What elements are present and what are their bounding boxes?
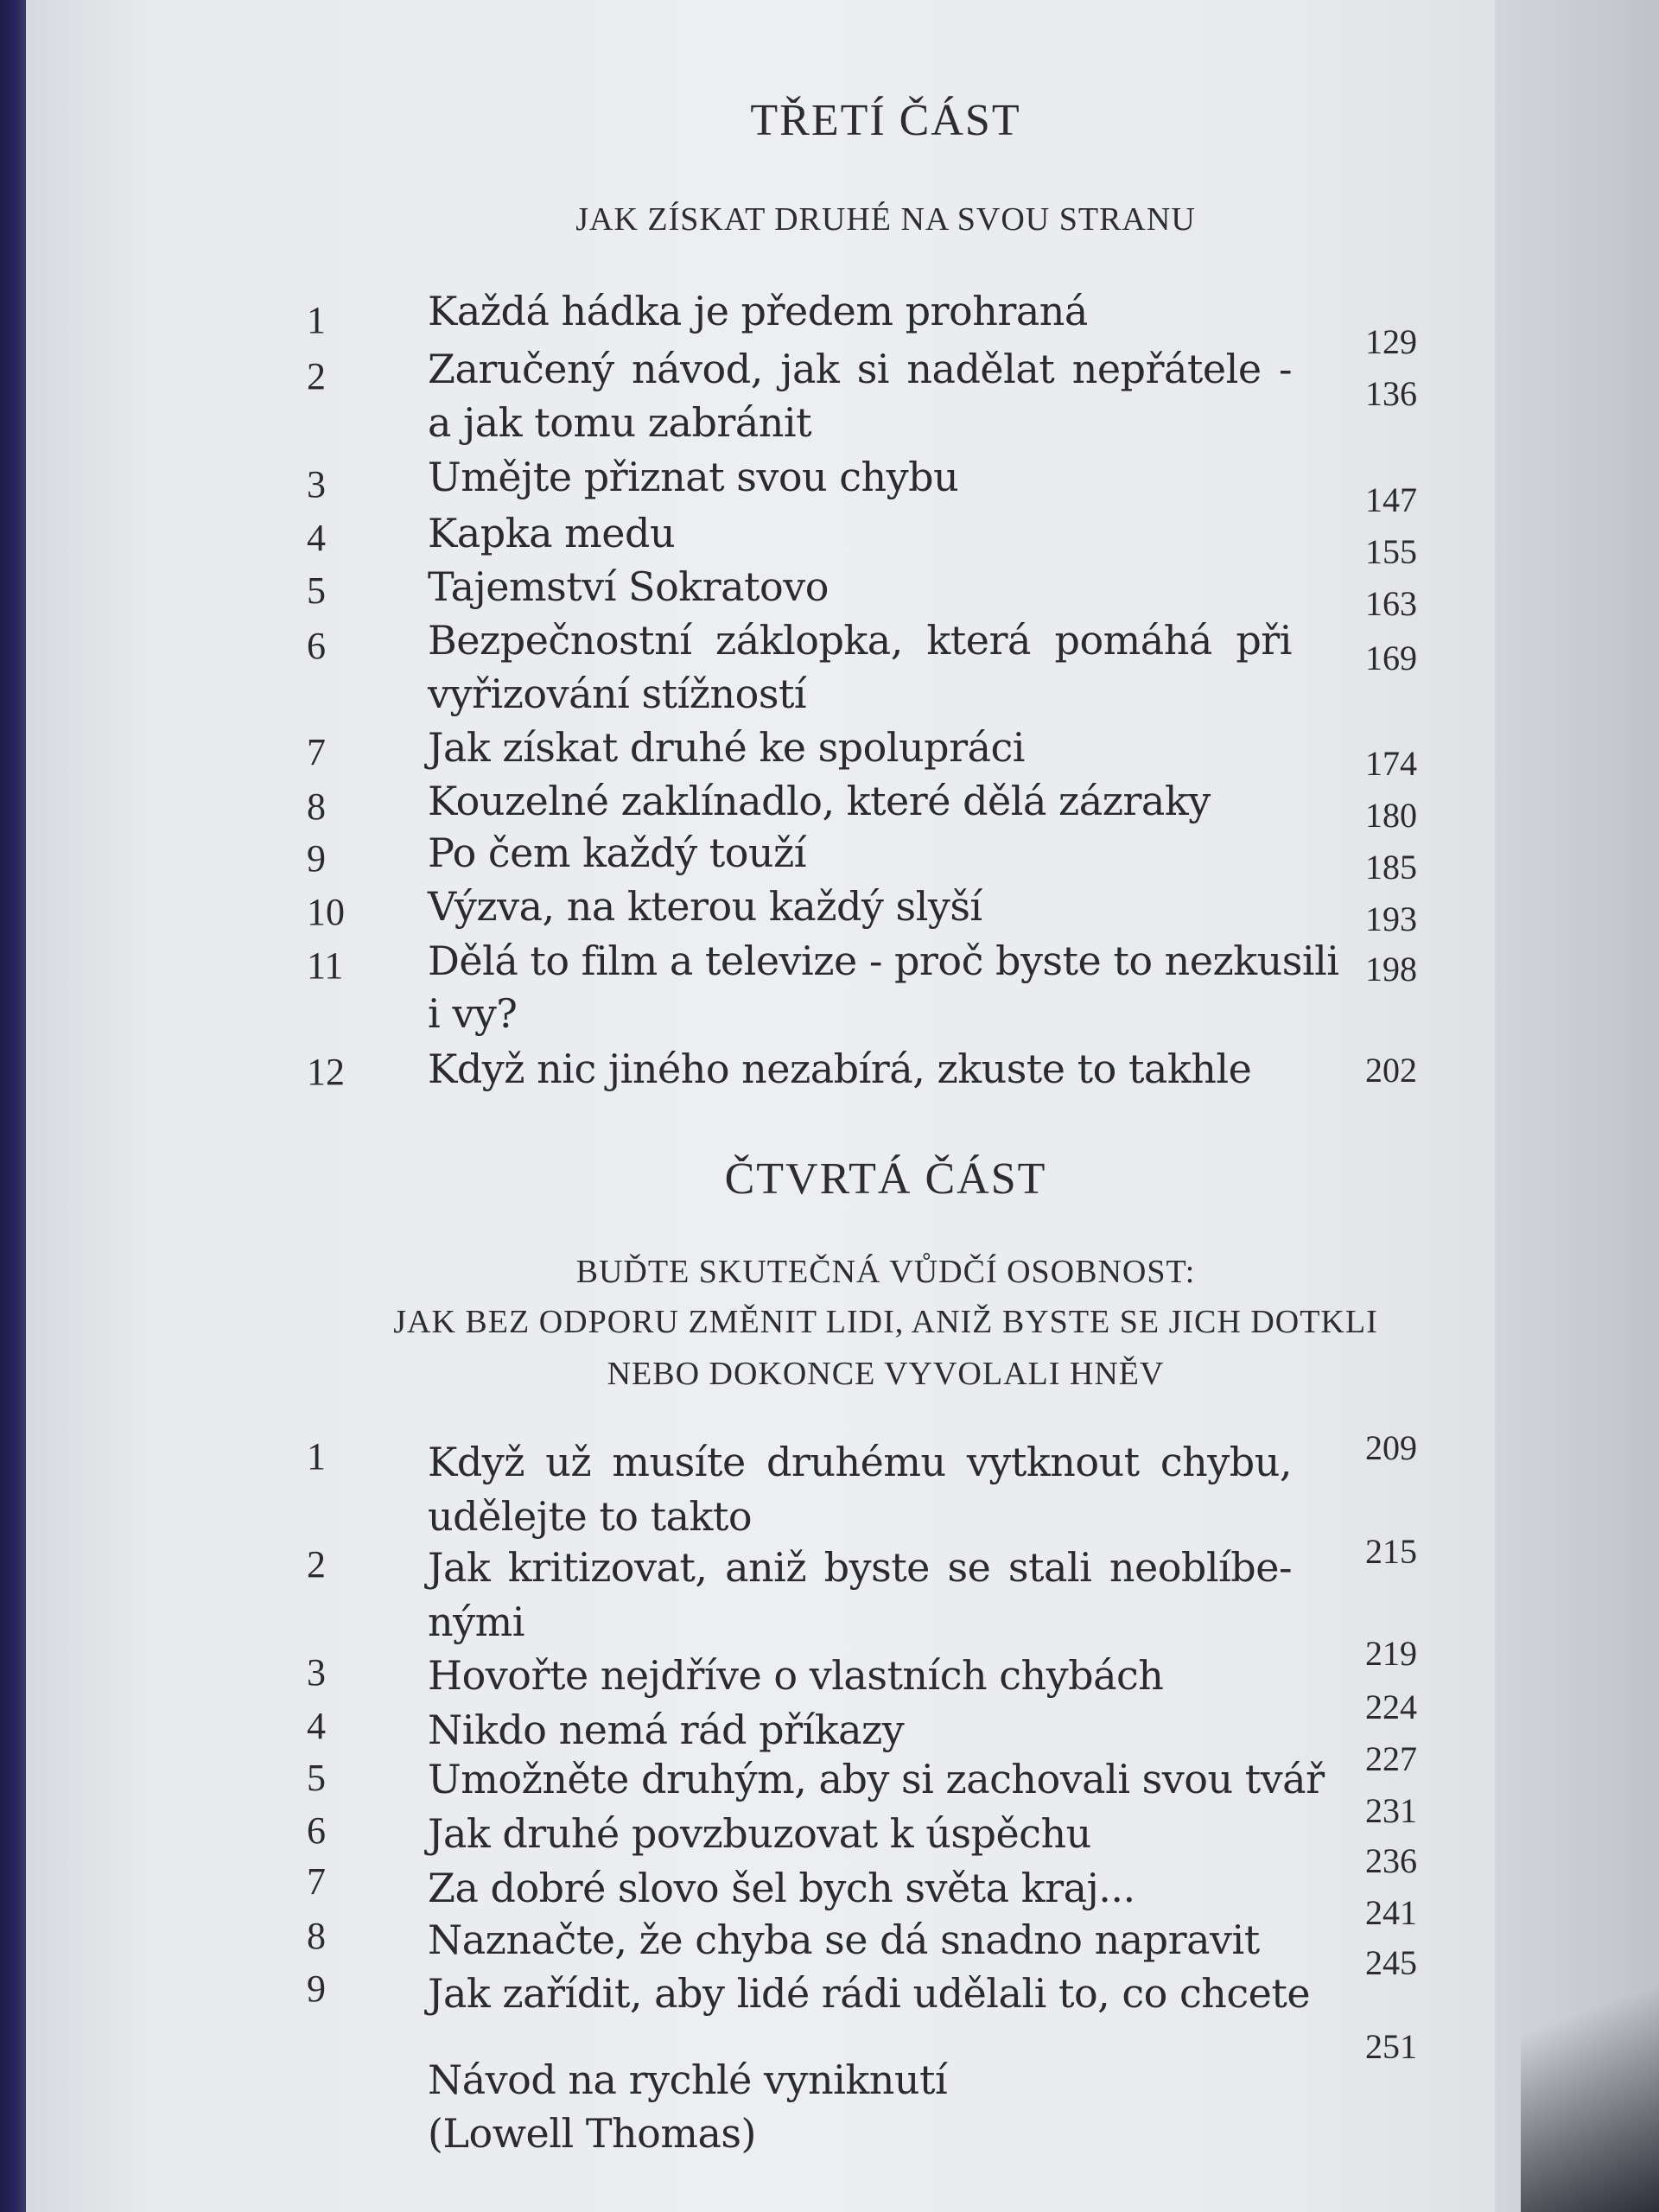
entry-page: 198 bbox=[1365, 950, 1417, 988]
entry-title: Po čem každý touží bbox=[428, 830, 806, 876]
entry-title-continued: nými bbox=[428, 1599, 524, 1645]
entry-page: 224 bbox=[1365, 1688, 1417, 1726]
entry-title: Bezpečnostní záklopka, která pomáhá při bbox=[428, 617, 1292, 664]
part-3-title: TŘETÍ ČÁST bbox=[750, 96, 1021, 145]
entry-title: Jak zařídit, aby lidé rádi udělali to, co chcete bbox=[428, 1970, 1311, 2017]
entry-page: 241 bbox=[1365, 1893, 1417, 1932]
part-3-subtitle: JAK ZÍSKAT DRUHÉ NA SVOU STRANU bbox=[575, 201, 1196, 238]
appendix-author: (Lowell Thomas) bbox=[428, 2110, 756, 2157]
entry-title: Kouzelné zaklínadlo, které dělá zázraky bbox=[428, 778, 1211, 824]
entry-number: 3 bbox=[307, 1651, 326, 1694]
entry-page: 236 bbox=[1365, 1841, 1417, 1880]
entry-page: 245 bbox=[1365, 1943, 1417, 1982]
entry-title: Nikdo nemá rád příkazy bbox=[428, 1707, 905, 1753]
entry-page: 215 bbox=[1365, 1532, 1417, 1571]
entry-page: 202 bbox=[1365, 1051, 1417, 1090]
entry-title: Umožněte druhým, aby si zachovali svou tvář bbox=[428, 1756, 1325, 1802]
entry-number: 1 bbox=[307, 299, 326, 341]
entry-number: 10 bbox=[307, 891, 345, 933]
shadow bbox=[1521, 1936, 1659, 2212]
entry-number: 4 bbox=[307, 1705, 326, 1747]
entry-title: Kapka medu bbox=[428, 510, 676, 556]
entry-page: 219 bbox=[1365, 1634, 1417, 1673]
entry-number: 12 bbox=[307, 1051, 345, 1093]
entry-page: 136 bbox=[1365, 374, 1417, 413]
part-4-subtitle-line: BUĎTE SKUTEČNÁ VŮDČÍ OSOBNOST: bbox=[575, 1254, 1196, 1290]
entry-number: 8 bbox=[307, 1915, 326, 1957]
entry-number: 4 bbox=[307, 517, 326, 559]
entry-title: Jak druhé povzbuzovat k úspěchu bbox=[428, 1810, 1091, 1857]
entry-title: Dělá to film a televize - proč byste to nezkusili bbox=[428, 938, 1339, 984]
entry-number: 3 bbox=[307, 463, 326, 505]
entry-title: Hovořte nejdříve o vlastních chybách bbox=[428, 1652, 1164, 1699]
part-4-subtitle-line: NEBO DOKONCE VYVOLALI HNĚV bbox=[607, 1356, 1165, 1392]
entry-number: 6 bbox=[307, 1809, 326, 1852]
entry-number: 1 bbox=[307, 1435, 326, 1478]
entry-title: Zaručený návod, jak si nadělat nepřátele - bbox=[428, 346, 1292, 392]
entry-title: Výzva, na kterou každý slyší bbox=[428, 883, 982, 930]
entry-page: 185 bbox=[1365, 848, 1417, 887]
entry-number: 5 bbox=[307, 569, 326, 612]
entry-title: Když už musíte druhému vytknout chybu, bbox=[428, 1439, 1292, 1485]
entry-page: 147 bbox=[1365, 480, 1417, 519]
entry-page: 169 bbox=[1365, 639, 1417, 677]
entry-title: Naznačte, že chyba se dá snadno napravit bbox=[428, 1916, 1260, 1963]
entry-page: 227 bbox=[1365, 1739, 1417, 1778]
facing-page-edge bbox=[1495, 0, 1659, 2212]
entry-number: 7 bbox=[307, 731, 326, 773]
entry-title: Každá hádka je předem prohraná bbox=[428, 288, 1088, 334]
entry-page: 129 bbox=[1365, 322, 1417, 361]
entry-title-continued: a jak tomu zabránit bbox=[428, 399, 812, 446]
entry-title: Za dobré slovo šel bych světa kraj... bbox=[428, 1865, 1135, 1911]
entry-number: 8 bbox=[307, 785, 326, 828]
entry-title-continued: i vy? bbox=[428, 990, 518, 1037]
book-cover-edge bbox=[0, 0, 26, 2212]
entry-title: Když nic jiného nezabírá, zkuste to takhle bbox=[428, 1046, 1252, 1092]
entry-number: 11 bbox=[307, 944, 344, 987]
entry-number: 5 bbox=[307, 1757, 326, 1799]
entry-title: Tajemství Sokratovo bbox=[428, 563, 829, 610]
part-4-title: ČTVRTÁ ČÁST bbox=[724, 1154, 1047, 1204]
entry-title: Jak kritizovat, aniž byste se stali neoblíbe- bbox=[428, 1544, 1292, 1591]
entry-page: 209 bbox=[1365, 1428, 1417, 1467]
entry-number: 2 bbox=[307, 355, 326, 397]
entry-page: 163 bbox=[1365, 584, 1417, 623]
entry-page: 155 bbox=[1365, 532, 1417, 571]
entry-page: 231 bbox=[1365, 1791, 1417, 1830]
appendix-title: Návod na rychlé vyniknutí bbox=[428, 2056, 948, 2103]
entry-number: 6 bbox=[307, 625, 326, 667]
entry-title: Umějte přiznat svou chybu bbox=[428, 454, 959, 500]
entry-page: 251 bbox=[1365, 2027, 1417, 2066]
entry-title: Jak získat druhé ke spolupráci bbox=[428, 724, 1025, 771]
part-4-subtitle-line: JAK BEZ ODPORU ZMĚNIT LIDI, ANIŽ BYSTE SE JICH DOTKLI bbox=[393, 1304, 1378, 1340]
entry-number: 2 bbox=[307, 1543, 326, 1586]
entry-title-continued: udělejte to takto bbox=[428, 1493, 753, 1540]
entry-page: 193 bbox=[1365, 899, 1417, 938]
entry-title-continued: vyřizování stížností bbox=[428, 671, 807, 717]
entry-page: 180 bbox=[1365, 796, 1417, 835]
entry-number: 7 bbox=[307, 1860, 326, 1903]
entry-number: 9 bbox=[307, 1967, 326, 2010]
entry-number: 9 bbox=[307, 837, 326, 880]
entry-page: 174 bbox=[1365, 744, 1417, 783]
